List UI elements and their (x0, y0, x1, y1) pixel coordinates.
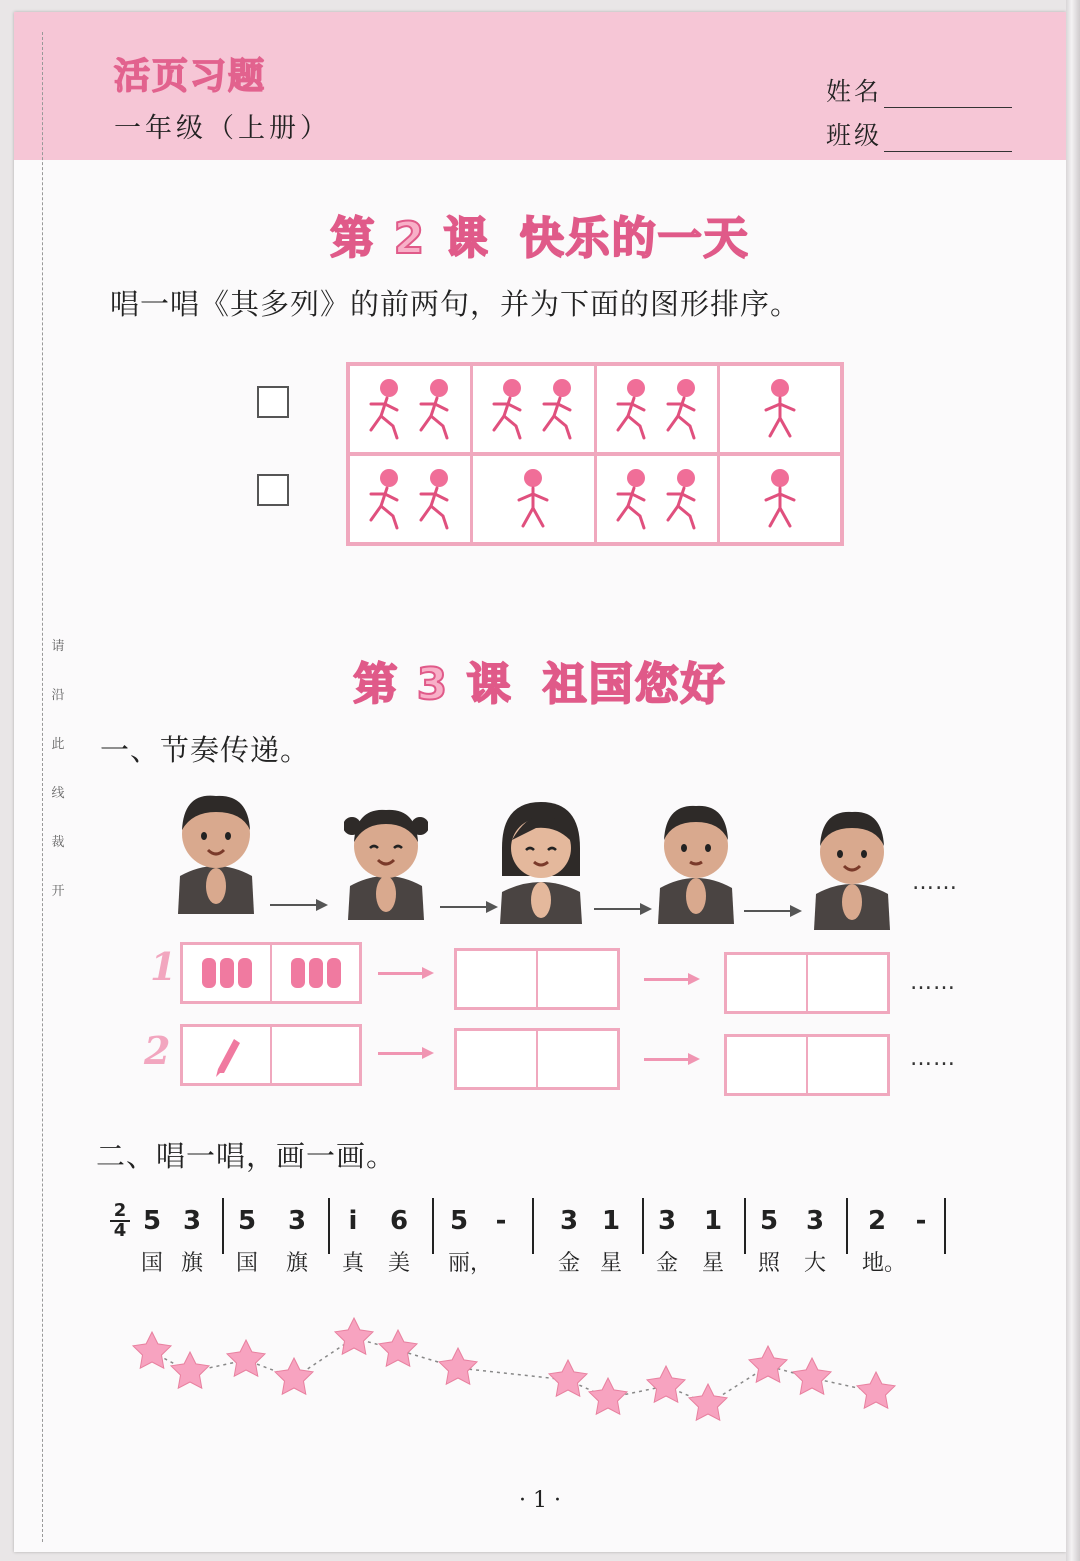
name-label: 姓名 (826, 77, 883, 106)
row-number-2: 2 (144, 1028, 171, 1073)
clap-mark-icon (327, 958, 341, 988)
cut-char: 此 (51, 737, 65, 752)
lyric: 国 (140, 1251, 163, 1276)
time-sig-top: 2 (113, 1200, 127, 1221)
cut-char: 裁 (51, 835, 65, 850)
running-figure-icon (486, 376, 530, 442)
lesson2-instruction: 唱一唱《其多列》的前两句，并为下面的图形排序。 (110, 287, 801, 321)
rhythm-box-example-2 (180, 1024, 362, 1086)
note: 3 (805, 1206, 825, 1236)
continue-ellipsis: …… (910, 970, 956, 995)
star-icon (379, 1330, 417, 1366)
lyric: 金 (655, 1251, 678, 1276)
star-icon (133, 1332, 171, 1368)
lyric: 国 (235, 1251, 258, 1276)
lesson2-number: 第 2 课 (330, 213, 490, 264)
figure-cell (473, 456, 596, 542)
row-number-1: 1 (150, 944, 177, 989)
note: 5 (237, 1206, 257, 1236)
bar-line (432, 1198, 434, 1254)
order-checkbox-1[interactable] (257, 386, 289, 418)
rhythm-answer-box[interactable] (724, 952, 890, 1014)
note: - (495, 1206, 507, 1236)
star-icon (749, 1346, 787, 1382)
answer-cell[interactable] (727, 955, 808, 1011)
walking-figure-icon (758, 466, 802, 532)
bar-line (532, 1198, 534, 1254)
note: 1 (703, 1206, 723, 1236)
star-icon (857, 1372, 895, 1408)
lyric: 真 (341, 1251, 364, 1276)
order-checkbox-2[interactable] (257, 474, 289, 506)
section2-heading: 二、唱一唱，画一画。 (96, 1139, 397, 1173)
running-figure-icon (610, 466, 654, 532)
name-blank[interactable] (884, 83, 1012, 108)
pass-arrow (440, 906, 494, 908)
section1-heading: 一、节奏传递。 (100, 733, 311, 767)
lesson2-title (14, 202, 1066, 266)
answer-cell[interactable] (538, 1031, 617, 1087)
rhythm-figure-row-2 (346, 452, 844, 546)
running-figure-icon (363, 376, 407, 442)
lesson3-number: 第 3 课 (353, 659, 513, 710)
class-blank[interactable] (884, 127, 1012, 152)
clap-mark-icon (220, 958, 234, 988)
lyric: 大 (803, 1251, 826, 1276)
star-icon (589, 1378, 627, 1414)
clap-cell (272, 945, 359, 1001)
pass-arrow (744, 910, 798, 912)
note: i (348, 1206, 358, 1236)
answer-cell[interactable] (457, 951, 538, 1007)
note: 3 (182, 1206, 202, 1236)
note: 3 (657, 1206, 677, 1236)
answer-cell[interactable] (727, 1037, 808, 1093)
lyric: 星 (701, 1251, 724, 1276)
walking-figure-icon (758, 376, 802, 442)
lyric: 星 (599, 1251, 622, 1276)
star-icon (275, 1358, 313, 1394)
lyric: 旗 (180, 1251, 203, 1276)
continue-ellipsis: …… (910, 1046, 956, 1071)
bar-line (846, 1198, 848, 1254)
star-icon (171, 1352, 209, 1388)
bar-line (744, 1198, 746, 1254)
running-figure-icon (610, 376, 654, 442)
time-signature (110, 1202, 130, 1240)
lyric: 美 (387, 1251, 410, 1276)
figure-cell (720, 456, 840, 542)
note: 5 (449, 1206, 469, 1236)
rhythm-answer-box[interactable] (454, 1028, 620, 1090)
cut-char: 开 (51, 884, 65, 899)
pencil-cell (183, 1027, 272, 1083)
pass-arrow (378, 1052, 430, 1055)
figure-cell (597, 366, 720, 452)
pass-arrow (644, 978, 696, 981)
note: 3 (287, 1206, 307, 1236)
child-clapping-icon (174, 786, 258, 914)
answer-cell[interactable] (808, 955, 887, 1011)
figure-cell (350, 456, 473, 542)
star-icon (689, 1384, 727, 1420)
star-icon (549, 1360, 587, 1396)
note: 6 (389, 1206, 409, 1236)
note: 1 (601, 1206, 621, 1236)
running-figure-icon (363, 466, 407, 532)
lyric: 照 (757, 1251, 780, 1276)
rhythm-figure-row-1 (346, 362, 844, 456)
star-icon (439, 1348, 477, 1384)
answer-cell[interactable] (272, 1027, 359, 1083)
note: 5 (759, 1206, 779, 1236)
note: 3 (559, 1206, 579, 1236)
rhythm-answer-box[interactable] (454, 948, 620, 1010)
figure-cell (720, 366, 840, 452)
child-clapping-icon (344, 796, 428, 920)
lyric: 旗 (285, 1251, 308, 1276)
walking-figure-icon (511, 466, 555, 532)
lyric: 丽， (448, 1251, 493, 1276)
page-number: · 1 · (519, 1488, 561, 1513)
time-sig-bottom: 4 (110, 1220, 130, 1240)
grade-label: 一年级（上册） (114, 113, 331, 144)
star-icon (335, 1318, 373, 1354)
answer-cell[interactable] (457, 1031, 538, 1087)
lesson2-name: 快乐的一天 (519, 213, 750, 264)
bar-line (328, 1198, 330, 1254)
pencil-icon (212, 1033, 242, 1077)
clap-cell (183, 945, 272, 1001)
answer-cell[interactable] (538, 951, 617, 1007)
continue-ellipsis: …… (912, 870, 958, 895)
lyric: 金 (557, 1251, 580, 1276)
note: 2 (867, 1206, 887, 1236)
name-field[interactable] (826, 72, 1012, 108)
child-clapping-icon (810, 802, 894, 930)
clap-mark-icon (238, 958, 252, 988)
lesson3-title (14, 648, 1066, 712)
figure-cell (473, 366, 596, 452)
pass-arrow (378, 972, 430, 975)
class-field[interactable] (826, 116, 1012, 152)
figure-cell (597, 456, 720, 542)
rhythm-box-example-1 (180, 942, 362, 1004)
child-clapping-icon (496, 796, 586, 924)
lyric: 地。 (862, 1251, 907, 1276)
running-figure-icon (413, 376, 457, 442)
lesson3-name: 祖国您好 (542, 659, 727, 710)
clap-mark-icon (202, 958, 216, 988)
star-icon (227, 1340, 265, 1376)
answer-cell[interactable] (808, 1037, 887, 1093)
worksheet-page (14, 12, 1066, 1552)
cut-char: 沿 (51, 688, 65, 703)
running-figure-icon (660, 376, 704, 442)
class-label: 班级 (826, 121, 883, 150)
running-figure-icon (536, 376, 580, 442)
note: - (915, 1206, 927, 1236)
running-figure-icon (413, 466, 457, 532)
child-clapping-icon (654, 796, 738, 924)
book-page-edge (1066, 0, 1080, 1561)
cut-char: 线 (51, 786, 65, 801)
clap-mark-icon (309, 958, 323, 988)
bar-line (642, 1198, 644, 1254)
clap-mark-icon (291, 958, 305, 988)
running-figure-icon (660, 466, 704, 532)
book-title: 活页习题 (114, 56, 267, 97)
figure-cell (350, 366, 473, 452)
star-garland (14, 1312, 1066, 1452)
pass-arrow (594, 908, 648, 910)
note: 5 (142, 1206, 162, 1236)
cut-char: 请 (51, 639, 65, 654)
rhythm-answer-box[interactable] (724, 1034, 890, 1096)
bar-line (944, 1198, 946, 1254)
star-icon (647, 1366, 685, 1402)
pass-arrow (644, 1058, 696, 1061)
star-icon (793, 1358, 831, 1394)
pass-arrow (270, 904, 324, 906)
bar-line (222, 1198, 224, 1254)
